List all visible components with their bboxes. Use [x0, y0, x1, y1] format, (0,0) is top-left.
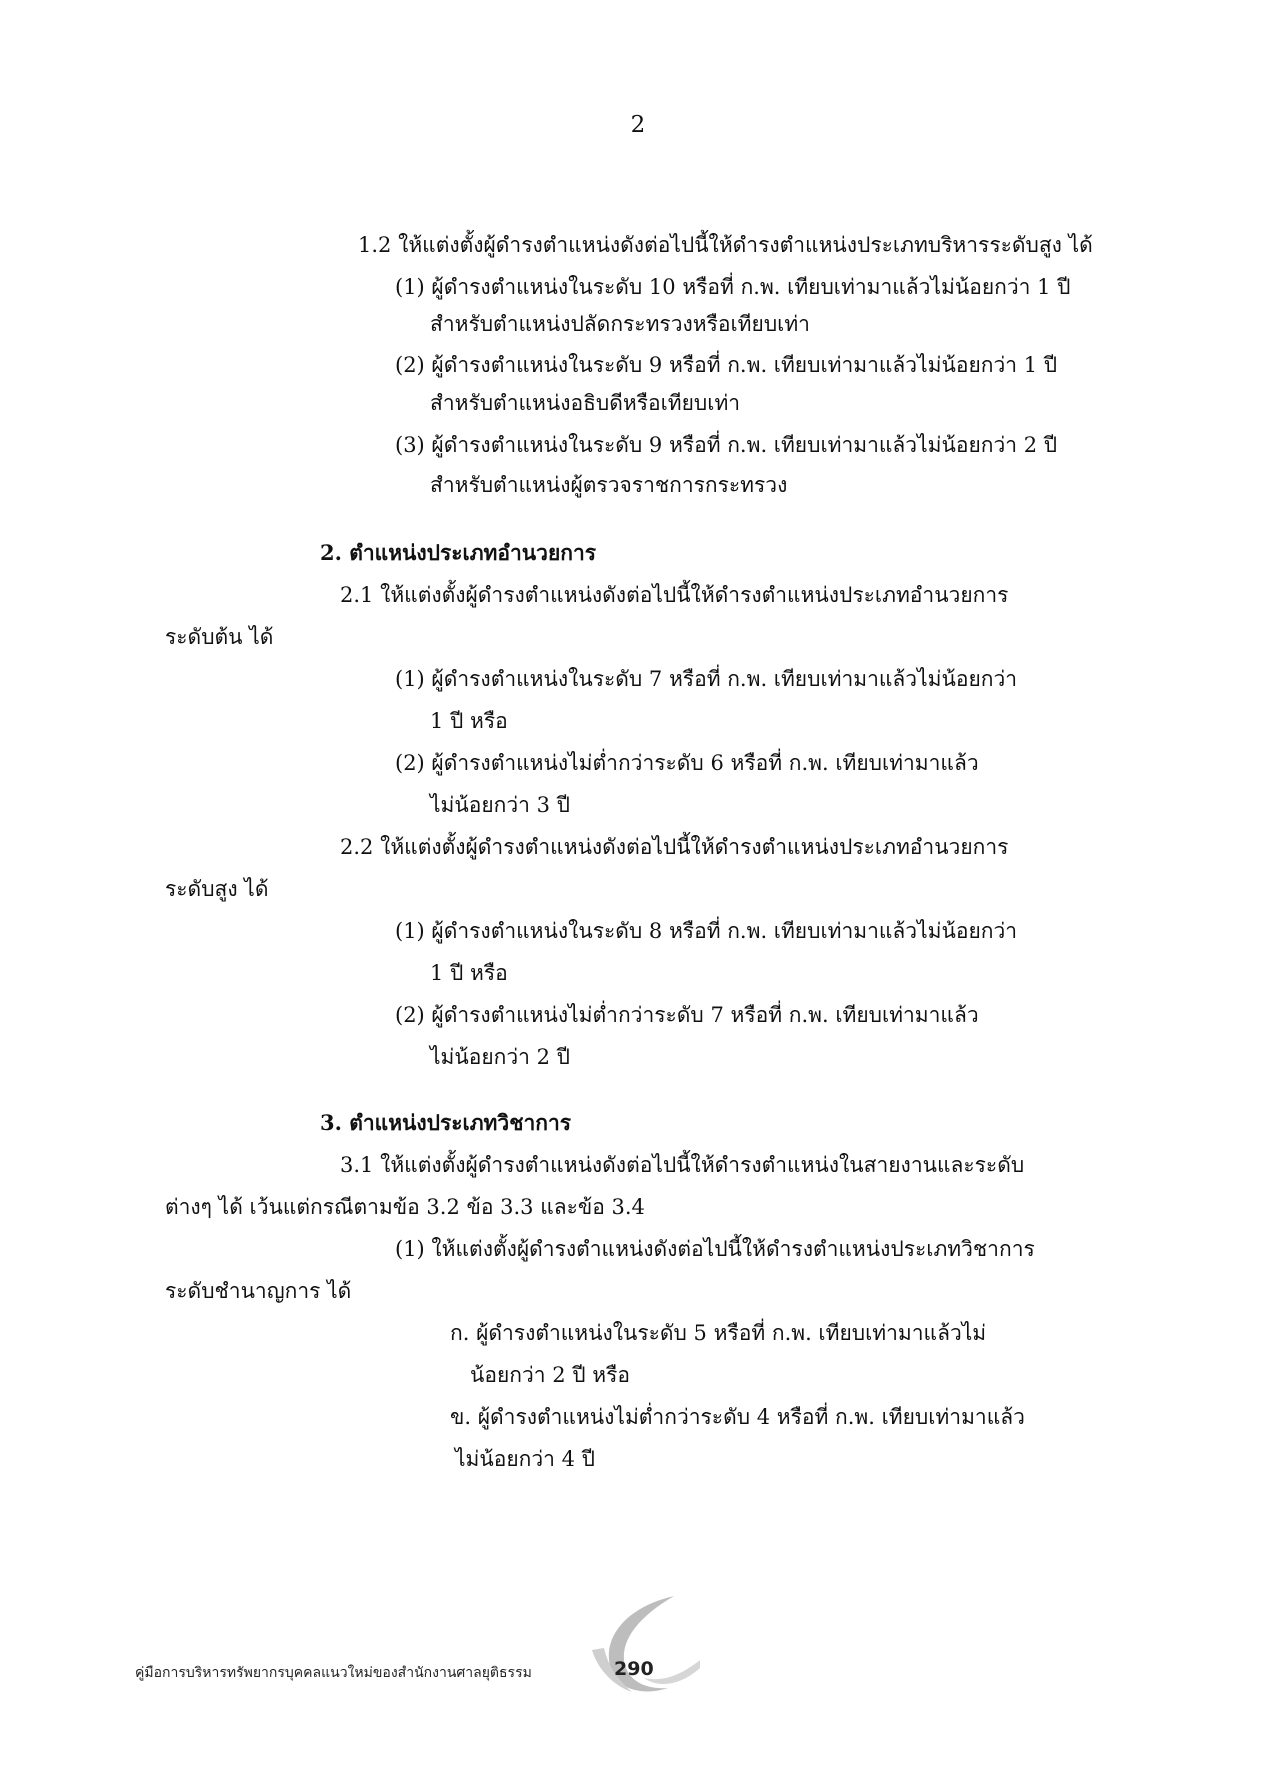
list-item: (2) ผู้ดำรงตำแหน่งในระดับ 9 หรือที่ ก.พ. เทียบเท่ามาแล้วไม่น้อยกว่า 1 ปี: [395, 353, 1058, 377]
paragraph-line: ไม่น้อยกว่า 3 ปี: [430, 793, 571, 817]
list-item: (1) ผู้ดำรงตำแหน่งในระดับ 10 หรือที่ ก.พ. เทียบเท่ามาแล้วไม่น้อยกว่า 1 ปี: [395, 275, 1071, 299]
paragraph-line: ระดับชำนาญการ ได้: [165, 1279, 352, 1303]
list-item: (1) ผู้ดำรงตำแหน่งในระดับ 8 หรือที่ ก.พ. เทียบเท่ามาแล้วไม่น้อยกว่า: [395, 919, 1018, 943]
page-number: 2: [630, 112, 646, 138]
paragraph-line: น้อยกว่า 2 ปี หรือ: [470, 1363, 631, 1387]
paragraph-line: สำหรับตำแหน่งอธิบดีหรือเทียบเท่า: [430, 391, 741, 415]
list-item: ข. ผู้ดำรงตำแหน่งไม่ต่ำกว่าระดับ 4 หรือที่ ก.พ. เทียบเท่ามาแล้ว: [450, 1405, 1025, 1429]
paragraph-line: สำหรับตำแหน่งผู้ตรวจราชการกระทรวง: [430, 473, 788, 497]
paragraph-line: ระดับต้น ได้: [165, 625, 274, 649]
paragraph-line: ไม่น้อยกว่า 4 ปี: [455, 1447, 596, 1471]
paragraph-line: 1.2 ให้แต่งตั้งผู้ดำรงตำแหน่งดังต่อไปนี้ให้ดำรงตำแหน่งประเภทบริหารระดับสูง ได้: [358, 233, 1093, 257]
section-heading: 2. ตำแหน่งประเภทอำนวยการ: [320, 540, 597, 565]
paragraph-line: 3.1 ให้แต่งตั้งผู้ดำรงตำแหน่งดังต่อไปนี้ให้ดำรงตำแหน่งในสายงานและระดับ: [340, 1153, 1025, 1177]
footer-title: คู่มือการบริหารทรัพยากรบุคคลแนวใหม่ของสำนักงานศาลยุติธรรม: [135, 1665, 532, 1681]
paragraph-line: (1) ให้แต่งตั้งผู้ดำรงตำแหน่งดังต่อไปนี้ให้ดำรงตำแหน่งประเภทวิชาการ: [395, 1237, 1035, 1261]
footer-page-number: 290: [614, 1658, 654, 1680]
paragraph-line: 1 ปี หรือ: [430, 961, 508, 985]
paragraph-line: 2.1 ให้แต่งตั้งผู้ดำรงตำแหน่งดังต่อไปนี้ให้ดำรงตำแหน่งประเภทอำนวยการ: [340, 583, 1009, 607]
list-item: (2) ผู้ดำรงตำแหน่งไม่ต่ำกว่าระดับ 6 หรือที่ ก.พ. เทียบเท่ามาแล้ว: [395, 751, 979, 775]
paragraph-line: สำหรับตำแหน่งปลัดกระทรวงหรือเทียบเท่า: [430, 312, 810, 336]
paragraph-line: ระดับสูง ได้: [165, 877, 269, 901]
paragraph-line: ไม่น้อยกว่า 2 ปี: [430, 1045, 571, 1069]
section-heading: 3. ตำแหน่งประเภทวิชาการ: [320, 1110, 572, 1135]
list-item: (1) ผู้ดำรงตำแหน่งในระดับ 7 หรือที่ ก.พ. เทียบเท่ามาแล้วไม่น้อยกว่า: [395, 667, 1018, 691]
list-item: (3) ผู้ดำรงตำแหน่งในระดับ 9 หรือที่ ก.พ. เทียบเท่ามาแล้วไม่น้อยกว่า 2 ปี: [395, 433, 1058, 457]
paragraph-line: ต่างๆ ได้ เว้นแต่กรณีตามข้อ 3.2 ข้อ 3.3 และข้อ 3.4: [165, 1195, 645, 1219]
list-item: (2) ผู้ดำรงตำแหน่งไม่ต่ำกว่าระดับ 7 หรือที่ ก.พ. เทียบเท่ามาแล้ว: [395, 1003, 979, 1027]
paragraph-line: 1 ปี หรือ: [430, 709, 508, 733]
paragraph-line: 2.2 ให้แต่งตั้งผู้ดำรงตำแหน่งดังต่อไปนี้ให้ดำรงตำแหน่งประเภทอำนวยการ: [340, 835, 1009, 859]
swoosh-logo-icon: [582, 1590, 702, 1710]
list-item: ก. ผู้ดำรงตำแหน่งในระดับ 5 หรือที่ ก.พ. เทียบเท่ามาแล้วไม่: [450, 1321, 987, 1345]
